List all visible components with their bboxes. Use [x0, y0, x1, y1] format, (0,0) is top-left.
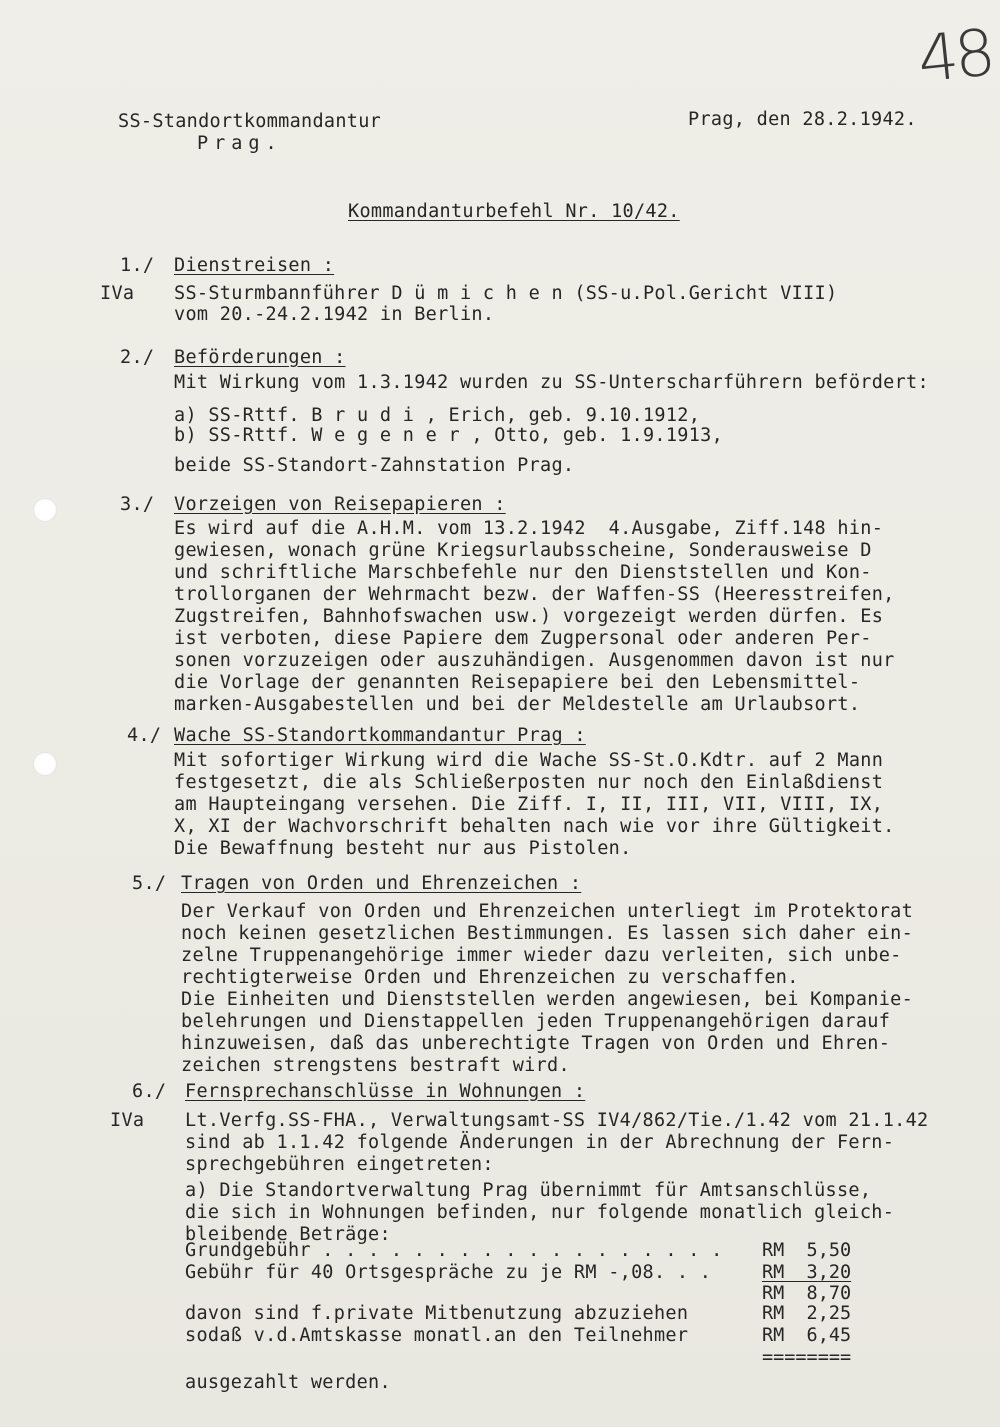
body-line: noch keinen gesetzlichen Bestimmungen. Es lassen sich daher ein-: [181, 923, 914, 944]
body-line: b) SS-Rttf. W e g e n e r , Otto, geb. 1.9.1913,: [174, 425, 724, 446]
body-line: Es wird auf die A.H.M. vom 13.2.1942 4.Ausgabe, Ziff.148 hin-: [174, 518, 884, 539]
fee-label: Gebühr für 40 Ortsgespräche zu je RM -,08. . .: [185, 1262, 712, 1283]
body-line: zeichen strengstens bestraft wird.: [181, 1055, 570, 1076]
sender-unit: SS-Standortkommandantur: [118, 111, 382, 132]
body-line: Die Einheiten und Dienststellen werden angewiesen, bei Kompanie-: [181, 989, 914, 1010]
fee-label: davon sind f.private Mitbenutzung abzuziehen: [185, 1303, 689, 1324]
body-line: zelne Truppenangehörige immer wieder dazu verleiten, sich unbe-: [181, 945, 902, 966]
section-heading: Beförderungen :: [174, 347, 346, 368]
section-heading: Tragen von Orden und Ehrenzeichen :: [181, 873, 582, 894]
section-heading: Wache SS-Standortkommandantur Prag :: [174, 725, 586, 746]
body-line: sprechgebühren eingetreten:: [185, 1154, 494, 1175]
body-line: Die Bewaffnung besteht nur aus Pistolen.: [174, 838, 632, 859]
fee-amount: RM 3,20: [762, 1262, 852, 1283]
punch-hole: [33, 752, 57, 776]
body-line: SS-Sturmbannführer D ü m i c h e n (SS-u.Pol.Gericht VIII): [174, 283, 838, 304]
body-line: gewiesen, wonach grüne Kriegsurlaubsscheine, Sonderausweise D: [174, 540, 872, 561]
body-line: a) SS-Rttf. B r u d i , Erich, geb. 9.10.1912,: [174, 405, 701, 426]
section-number: 4./: [127, 725, 162, 746]
body-line: sonen vorzuzeigen oder auszuhändigen. Ausgenommen davon ist nur: [174, 650, 895, 671]
section-heading: Fernsprechanschlüsse in Wohnungen :: [185, 1081, 586, 1102]
fee-amount: RM 6,45: [762, 1325, 852, 1346]
body-line: und schriftliche Marschbefehle nur den Dienststellen und Kon-: [174, 562, 872, 583]
body-line: Mit sofortiger Wirkung wird die Wache SS-St.O.Kdtr. auf 2 Mann: [174, 750, 884, 771]
body-line: trollorganen der Wehrmacht bezw. der Waffen-SS (Heeresstreifen,: [174, 584, 895, 605]
body-line: bleibende Beträge:: [185, 1224, 391, 1245]
document-title: Kommandanturbefehl Nr. 10/42.: [348, 201, 680, 222]
body-line: die sich in Wohnungen befinden, nur folgende monatlich gleich-: [185, 1202, 895, 1223]
fee-label: Grundgebühr . . . . . . . . . . . . . . . . . .: [185, 1240, 723, 1261]
section-heading: Vorzeigen von Reisepapieren :: [174, 494, 506, 515]
body-line: X, XI der Wachvorschrift behalten nach wie vor ihre Gültigkeit.: [174, 816, 895, 837]
body-line: Der Verkauf von Orden und Ehrenzeichen unterliegt im Protektorat: [181, 901, 914, 922]
body-line: sind ab 1.1.42 folgende Änderungen in der Abrechnung der Fern-: [185, 1132, 895, 1153]
punch-hole: [33, 498, 57, 522]
body-line: marken-Ausgabestellen und bei der Meldestelle am Urlaubsort.: [174, 694, 861, 715]
margin-mark: IVa: [100, 283, 135, 304]
body-line: rechtigterweise Orden und Ehrenzeichen zu verschaffen.: [181, 967, 799, 988]
double-rule: ========: [762, 1347, 852, 1368]
date-line: Prag, den 28.2.1942.: [688, 109, 917, 130]
fee-total: RM 8,70: [762, 1283, 852, 1304]
fee-amount: RM 2,25: [762, 1303, 852, 1324]
fee-label: sodaß v.d.Amtskasse monatl.an den Teilnehmer: [185, 1325, 689, 1346]
sender-city: Prag.: [197, 133, 283, 154]
margin-mark: IVa: [110, 1110, 145, 1131]
section-number: 3./: [120, 494, 155, 515]
section-number: 5./: [132, 873, 167, 894]
fee-amount: RM 5,50: [762, 1240, 852, 1261]
body-line: ist verboten, diese Papiere dem Zugpersonal oder anderen Per-: [174, 628, 872, 649]
closing-line: ausgezahlt werden.: [185, 1372, 391, 1393]
body-line: Lt.Verfg.SS-FHA., Verwaltungsamt-SS IV4/862/Tie./1.42 vom 21.1.42: [185, 1110, 929, 1131]
body-line: am Haupteingang versehen. Die Ziff. I, II, III, VII, VIII, IX,: [174, 794, 884, 815]
body-line: a) Die Standortverwaltung Prag übernimmt für Amtsanschlüsse,: [185, 1180, 872, 1201]
body-line: belehrungen und Dienstappellen jeden Truppenangehörigen darauf: [181, 1011, 891, 1032]
section-heading: Dienstreisen :: [174, 255, 335, 276]
body-line: vom 20.-24.2.1942 in Berlin.: [174, 304, 495, 325]
handwritten-page-number: 48: [914, 16, 996, 98]
body-line: beide SS-Standort-Zahnstation Prag.: [174, 455, 575, 476]
body-line: Mit Wirkung vom 1.3.1942 wurden zu SS-Unterscharführern befördert:: [174, 372, 929, 393]
body-line: Zugstreifen, Bahnhofswachen usw.) vorgezeigt werden dürfen. Es: [174, 606, 884, 627]
body-line: hinzuweisen, daß das unberechtigte Tragen von Orden und Ehren-: [181, 1033, 891, 1054]
body-line: die Vorlage der genannten Reisepapiere bei den Lebensmittel-: [174, 672, 861, 693]
body-line: festgesetzt, die als Schließerposten nur noch den Einlaßdienst: [174, 772, 884, 793]
section-number: 2./: [120, 347, 155, 368]
section-number: 6./: [132, 1081, 167, 1102]
section-number: 1./: [120, 255, 155, 276]
